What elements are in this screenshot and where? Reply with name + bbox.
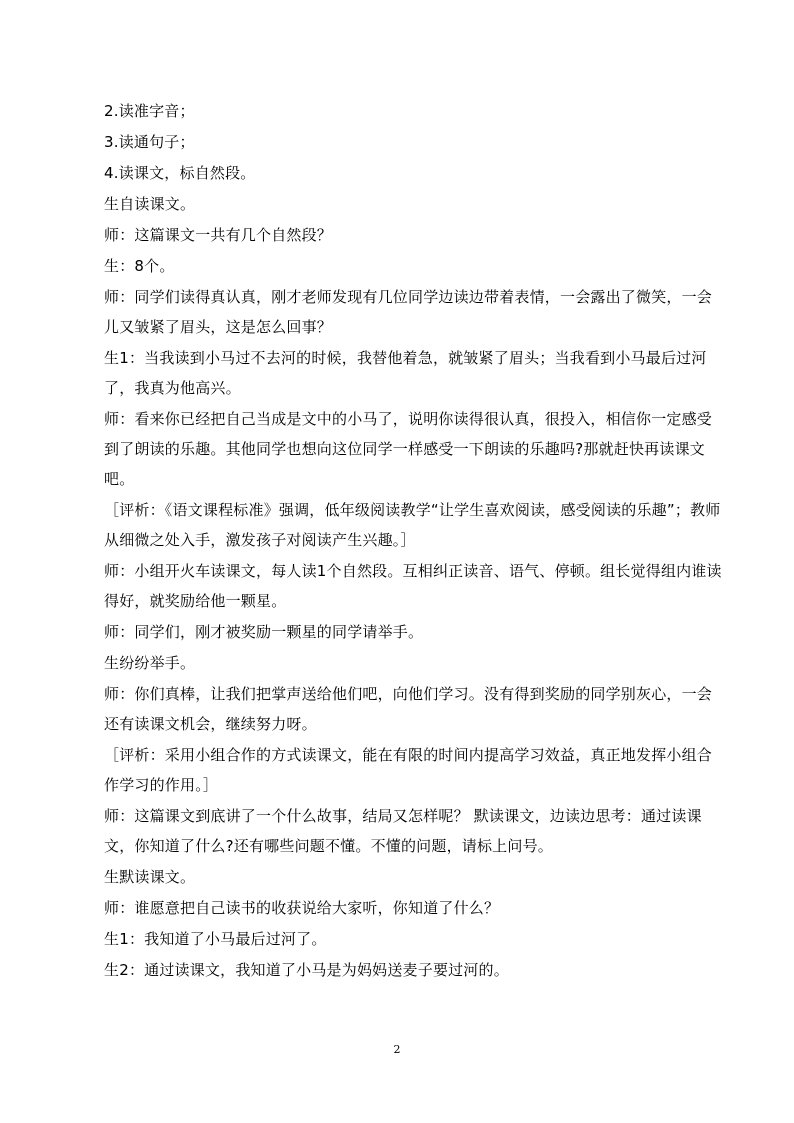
paragraph-20: 生2：通过读课文，我知道了小马是为妈妈送麦子要过河的。 (104, 961, 509, 979)
paragraph-9: 师：看来你已经把自己当成是文中的小马了，说明你读得很认真，很投入，相信你一定感受到了朗读的乐趣。其他同学也想向这位同学一样感受一下朗读的乐趣吗?那就赶快再读课文吧。 (104, 410, 713, 488)
paragraph-18: 师：谁愿意把自己读书的收获说给大家听，你知道了什么？ (104, 899, 500, 917)
paragraph-12: 师：同学们，刚才被奖励一颗星的同学请举手。 (104, 623, 424, 641)
page-number: 2 (393, 1043, 401, 1056)
paragraph-11: 师：小组开火车读课文，每人读1个自然段。互相纠正读音、语气、停顿。组长觉得组内谁读得好，就奖励给他一颗星。 (104, 562, 722, 610)
paragraph-2: 3.读通句子； (104, 133, 195, 151)
paragraph-8: 生1：当我读到小马过不去河的时候，我替他着急，就皱紧了眉头；当我看到小马最后过河了，我真为他高兴。 (104, 349, 707, 397)
paragraph-16: 师：这篇课文到底讲了一个什么故事，结局又怎样呢？ 默读课文，边读边思考：通过读课文，你知道了什么?还有哪些问题不懂。不懂的问题，请标上问号。 (104, 807, 702, 855)
paragraph-4: 生自读课文。 (104, 195, 196, 213)
paragraph-1: 2.读准字音； (104, 102, 195, 120)
paragraph-5: 师：这篇课文一共有几个自然段？ (104, 226, 333, 244)
paragraph-13: 生纷纷举手。 (104, 654, 196, 672)
paragraph-15: ［评析：采用小组合作的方式读课文，能在有限的时间内提高学习效益，真正地发挥小组合作学习的作用。］ (104, 746, 713, 794)
paragraph-7: 师：同学们读得真认真，刚才老师发现有几位同学边读边带着表情，一会露出了微笑，一会儿又皱紧了眉头，这是怎么回事？ (104, 288, 713, 336)
document-body (104, 96, 724, 986)
paragraph-17: 生默读课文。 (104, 868, 196, 886)
paragraph-3: 4.读课文，标自然段。 (104, 164, 256, 182)
paragraph-14: 师：你们真棒，让我们把掌声送给他们吧，向他们学习。没有得到奖励的同学别灰心，一会还有读课文机会，继续努力呀。 (104, 685, 713, 733)
paragraph-10: ［评析：《语文课程标准》强调，低年级阅读教学“让学生喜欢阅读，感受阅读的乐趣”；教师从细微之处入手，激发孩子对阅读产生兴趣。］ (104, 501, 721, 549)
paragraph-19: 生1：我知道了小马最后过河了。 (104, 930, 327, 948)
paragraph-6: 生：8个。 (104, 257, 175, 275)
